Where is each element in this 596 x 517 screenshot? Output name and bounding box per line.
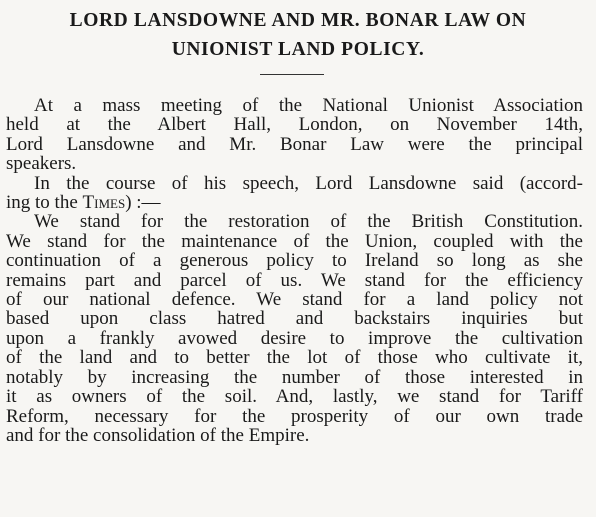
quote-line: of the land and to better the lot of those who cultivate it,	[6, 347, 583, 369]
quote-line: and for the consolidation of the Empire.	[6, 424, 310, 446]
article-title	[0, 6, 596, 64]
quote-line: notably by increasing the number of those interested in	[6, 366, 583, 388]
quote-line: it as owners of the soil. And, lastly, we stand for Tariff	[6, 386, 583, 408]
body-text-segment: ) :—	[125, 192, 161, 214]
body-line: speakers.	[6, 153, 77, 175]
body-line: held at the Albert Hall, London, on November 14th,	[6, 114, 583, 136]
title-line-1: LORD LANSDOWNE AND MR. BONAR LAW ON	[69, 10, 527, 31]
quote-line: remains part and parcel of us. We stand for the efficiency	[6, 269, 583, 291]
quote-line: upon a frankly avowed desire to improve the cultivation	[6, 327, 583, 349]
body-text-segment: ing to the	[6, 192, 83, 214]
body-line: Lord Lansdowne and Mr. Bonar Law were the principal	[6, 133, 583, 155]
quote-line: based upon class hatred and backstairs inquiries but	[6, 308, 583, 330]
body-line	[6, 193, 583, 212]
quote-line: We stand for the restoration of the British Constitution.	[34, 211, 583, 233]
title-divider	[260, 74, 324, 75]
title-line-2: UNIONIST LAND POLICY.	[171, 39, 425, 60]
body-line: In the course of his speech, Lord Lansdowne said (accord-	[34, 172, 583, 194]
article-body	[6, 96, 583, 445]
body-line: At a mass meeting of the National Unionist Association	[34, 95, 583, 116]
quote-line: of our national defence. We stand for a land policy not	[6, 289, 583, 311]
newspaper-name: Times	[82, 192, 126, 214]
quote-line: Reform, necessary for the prosperity of our own trade	[6, 405, 583, 427]
quote-line: continuation of a generous policy to Ireland so long as she	[6, 250, 583, 272]
quote-line: We stand for the maintenance of the Union, coupled with the	[6, 230, 583, 252]
